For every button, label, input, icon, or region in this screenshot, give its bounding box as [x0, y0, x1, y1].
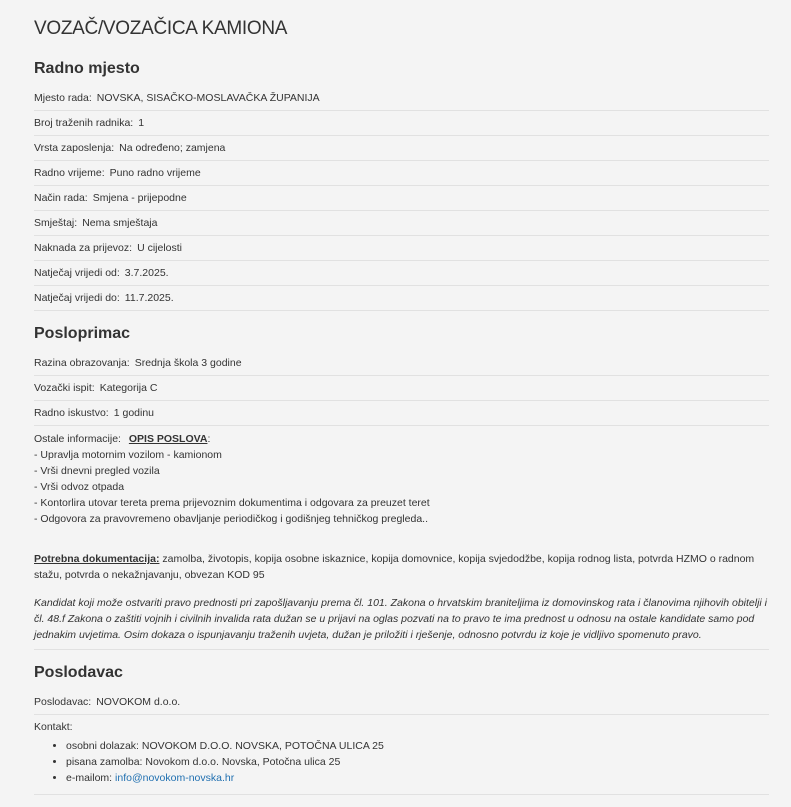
- kontakt-label: Kontakt:: [34, 721, 73, 733]
- info-row-vrsta-zaposlenja: Vrsta zaposlenja: Na određeno; zamjena: [34, 136, 769, 161]
- kontakt-osobni-dolazak: • osobni dolazak: NOVOKOM D.O.O. NOVSKA, POTOČNA ULICA 25: [66, 738, 769, 754]
- info-row-natjecaj-do: Natječaj vrijedi do: 11.7.2025.: [34, 286, 769, 311]
- email-link[interactable]: info@novokom-novska.hr: [115, 772, 235, 784]
- opis-line: - Upravlja motornim vozilom - kamionom: [34, 449, 222, 461]
- opis-line: - Kontorlira utovar tereta prema prijevoznim dokumentima i odgovara za preuzet teret: [34, 497, 430, 509]
- section-poslodavac-heading: Poslodavac: [34, 664, 123, 681]
- info-row-ostale-informacije: Ostale informacije: OPIS POSLOVA: - Upravlja motornim vozilom - kamionom - Vrši dnevni pregled vozila - Vrši odvoz otpada - Kontorlira utovar tereta prema prijevoznim dokumentima i odgovara za preuzet teret - Odgovora za pravovremeno obavljanje periodičkog i godišnjeg tehničkog pregleda.. Potrebna dokumentacija: zamolba, životopis, kopija osobne iskaznice, kopija domovnice, kopija svjedodžbe, kopija rodnog lista, potvrda HZMO o radnom stažu, potvrda o nekažnjavanju, obvezan KOD 95 Kandidat koji može ostvariti pravo prednosti pri zapošljavanju prema čl. 101. Zakona o hrvatskim braniteljima iz domovinskog rata i članovima njihovih obitelji i čl. 48.f Zakona o zaštiti vojnih i civilnih invalida rata dužan se u prijavi na oglas pozvati na to pravo te ima prednost u odnosu na ostale kandidate samo pod jednakim uvjetima. Osim dokaza o ispunjavanju traženih uvjeta, dužan je priložiti i rješenje, odnosno potvrdu iz koje je vidljivo spomenuto pravo.: [34, 426, 769, 650]
- page-title: VOZAČ/VOZAČICA KAMIONA: [34, 18, 288, 39]
- info-row-obrazovanje: Razina obrazovanja: Srednja škola 3 godine: [34, 351, 769, 376]
- info-row-radno-vrijeme: Radno vrijeme: Puno radno vrijeme: [34, 161, 769, 186]
- kontakt-list: [34, 738, 769, 786]
- kontakt-pisana-zamolba: • pisana zamolba: Novokom d.o.o. Novska, Potočna ulica 25: [66, 754, 769, 770]
- info-row-poslodavac: Poslodavac: NOVOKOM d.o.o.: [34, 690, 769, 715]
- info-row-broj-radnika: Broj traženih radnika: 1: [34, 111, 769, 136]
- opis-line: - Odgovora za pravovremeno obavljanje periodičkog i godišnjeg tehničkog pregleda..: [34, 513, 428, 525]
- info-row-mjesto-rada: Mjesto rada: NOVSKA, SISAČKO-MOSLAVAČKA ŽUPANIJA: [34, 86, 769, 111]
- dokumentacija-text: zamolba, životopis, kopija osobne iskaznice, kopija domovnice, kopija svjedodžbe, kopija rodnog lista, potvrda HZMO o radnom stažu, potvrda o nekažnjavanju, obvezan KOD 95: [34, 553, 755, 581]
- opis-poslova-list: [34, 447, 769, 527]
- dokumentacija-label: Potrebna dokumentacija:: [34, 553, 160, 565]
- radno-mjesto-rows: [34, 86, 769, 311]
- info-row-smjestaj: Smještaj: Nema smještaja: [34, 211, 769, 236]
- potrebna-dokumentacija: [34, 551, 769, 583]
- employer-name: NOVOKOM d.o.o.: [96, 696, 181, 708]
- opis-line: - Vrši odvoz otpada: [34, 481, 125, 493]
- kontakt-block: [34, 715, 769, 795]
- opis-line: - Vrši dnevni pregled vozila: [34, 465, 160, 477]
- section-posloprimac-heading: Posloprimac: [34, 325, 131, 342]
- pravo-prednosti-note: Kandidat koji može ostvariti pravo prednosti pri zapošljavanju prema čl. 101. Zakona o hrvatskim braniteljima iz domovinskog rata i članovima njihovih obitelji i čl. 48.f Zakona o zaštiti vojnih i civilnih invalida rata dužan se u prijavi na oglas pozvati na to pravo te ima prednost u odnosu na ostale kandidate samo pod jednakim uvjetima. Osim dokaza o ispunjavanju traženih uvjeta, dužan je priložiti i rješenje, odnosno potvrdu iz koje je vidljivo spomenuto pravo.: [34, 597, 768, 641]
- info-row-natjecaj-od: Natječaj vrijedi od: 3.7.2025.: [34, 261, 769, 286]
- info-row-naknada-prijevoz: Naknada za prijevoz: U cijelosti: [34, 236, 769, 261]
- info-row-nacin-rada: Način rada: Smjena - prijepodne: [34, 186, 769, 211]
- info-row-radno-iskustvo: Radno iskustvo: 1 godinu: [34, 401, 769, 426]
- section-radno-mjesto-heading: Radno mjesto: [34, 60, 140, 77]
- opis-poslova-title: OPIS POSLOVA: [128, 433, 208, 445]
- info-row-vozacki-ispit: Vozački ispit: Kategorija C: [34, 376, 769, 401]
- kontakt-email: • e-mailom: info@novokom-novska.hr: [66, 770, 769, 786]
